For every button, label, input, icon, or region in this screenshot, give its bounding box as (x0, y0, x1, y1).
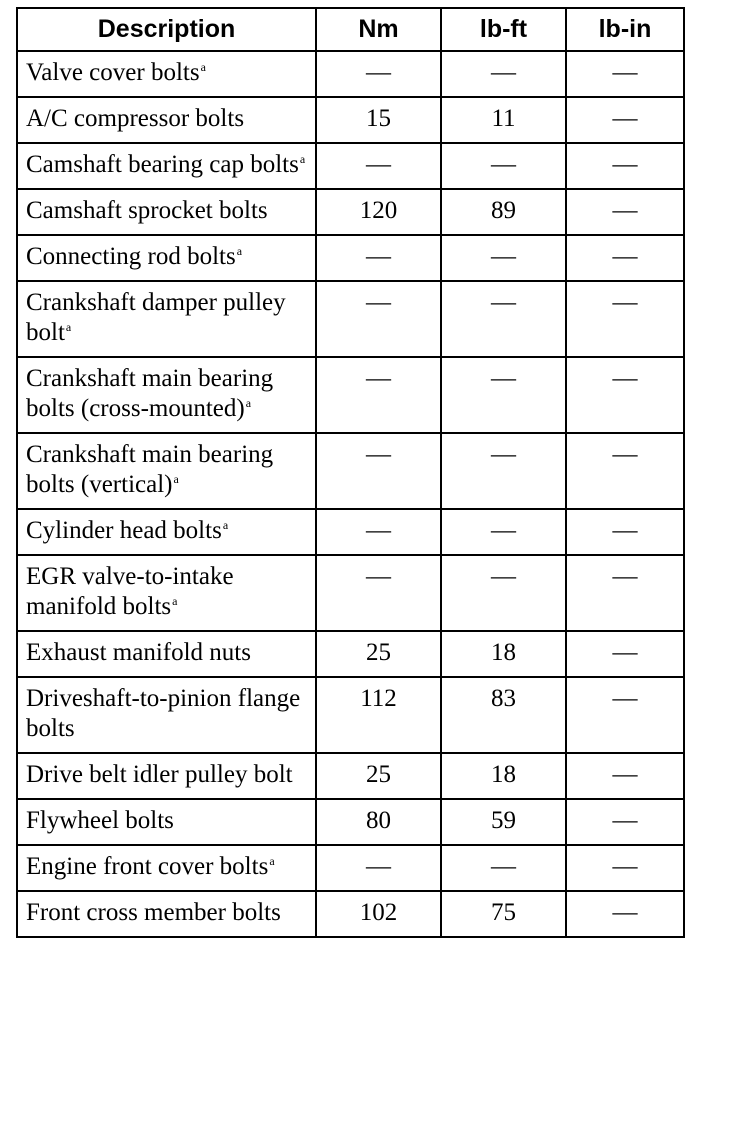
description-text: Driveshaft-to-pinion flange bolts (26, 685, 301, 742)
lbft-cell: 11 (441, 97, 566, 143)
lbft-cell: — (441, 357, 566, 433)
lbin-cell: — (566, 281, 684, 357)
nm-cell: 25 (316, 631, 441, 677)
nm-cell: 112 (316, 677, 441, 753)
footnote-marker: a (236, 244, 243, 258)
footnote-marker: a (200, 60, 206, 74)
table-row (17, 799, 684, 845)
lbin-cell: — (566, 143, 684, 189)
footnote-marker: a (173, 472, 179, 486)
lbin-cell: — (566, 189, 684, 235)
description-cell (17, 631, 316, 677)
description-text: Connecting rod bolts (26, 243, 236, 270)
lbft-cell: 75 (441, 891, 566, 937)
header-row (17, 8, 684, 51)
description-cell (17, 189, 316, 235)
description-text: Engine front cover bolts (26, 853, 269, 880)
description-text: Camshaft sprocket bolts (26, 197, 268, 224)
header-lbin: lb-in (566, 8, 684, 51)
lbin-cell: — (566, 97, 684, 143)
description-cell (17, 845, 316, 891)
description-cell (17, 97, 316, 143)
footnote-marker: a (65, 320, 72, 334)
table-row (17, 189, 684, 235)
lbin-cell: — (566, 677, 684, 753)
description-cell (17, 281, 316, 357)
lbin-cell: — (566, 433, 684, 509)
nm-cell: — (316, 433, 441, 509)
lbin-cell: — (566, 753, 684, 799)
table-row (17, 753, 684, 799)
description-cell (17, 357, 316, 433)
description-cell (17, 753, 316, 799)
description-text: Cylinder head bolts (26, 517, 222, 544)
footnote-marker: a (222, 518, 229, 532)
lbft-cell: 83 (441, 677, 566, 753)
description-text: Camshaft bearing cap bolts (26, 151, 299, 178)
lbin-cell: — (566, 891, 684, 937)
nm-cell: — (316, 235, 441, 281)
description-text: Flywheel bolts (26, 807, 174, 834)
lbft-cell: — (441, 509, 566, 555)
table-row (17, 143, 684, 189)
lbft-cell: 89 (441, 189, 566, 235)
lbft-cell: 59 (441, 799, 566, 845)
footnote-marker: a (269, 854, 275, 868)
description-text: Front cross member bolts (26, 899, 281, 926)
table-row (17, 433, 684, 509)
header-nm: Nm (316, 8, 441, 51)
description-cell (17, 51, 316, 97)
nm-cell: — (316, 357, 441, 433)
lbin-cell: — (566, 845, 684, 891)
lbin-cell: — (566, 357, 684, 433)
nm-cell: 25 (316, 753, 441, 799)
description-text: Drive belt idler pulley bolt (26, 761, 293, 788)
description-text: A/C compressor bolts (26, 105, 245, 132)
nm-cell: — (316, 845, 441, 891)
lbin-cell: — (566, 799, 684, 845)
lbft-cell: — (441, 51, 566, 97)
description-cell (17, 555, 316, 631)
footnote-marker: a (172, 594, 178, 608)
description-cell (17, 433, 316, 509)
lbin-cell: — (566, 631, 684, 677)
table-row (17, 51, 684, 97)
table-row (17, 677, 684, 753)
lbft-cell: 18 (441, 753, 566, 799)
table-row (17, 509, 684, 555)
footnote-marker: a (245, 396, 252, 410)
lbin-cell: — (566, 509, 684, 555)
lbin-cell: — (566, 235, 684, 281)
description-cell (17, 677, 316, 753)
nm-cell: — (316, 51, 441, 97)
lbft-cell: — (441, 555, 566, 631)
table-row (17, 97, 684, 143)
description-cell (17, 509, 316, 555)
description-text: Crankshaft main bearing bolts (cross-mounted) (26, 365, 274, 422)
nm-cell: 102 (316, 891, 441, 937)
header-description: Description (17, 8, 316, 51)
description-text: EGR valve-to-intake manifold bolts (26, 563, 234, 620)
nm-cell: — (316, 555, 441, 631)
lbft-cell: 18 (441, 631, 566, 677)
table-row (17, 281, 684, 357)
table-row (17, 891, 684, 937)
description-cell (17, 891, 316, 937)
description-text: Exhaust manifold nuts (26, 639, 251, 666)
lbft-cell: — (441, 281, 566, 357)
table-row (17, 357, 684, 433)
nm-cell: — (316, 143, 441, 189)
table-body (17, 51, 684, 937)
description-cell (17, 799, 316, 845)
description-text: Crankshaft main bearing bolts (vertical) (26, 441, 274, 498)
table-row (17, 845, 684, 891)
header-lbft: lb-ft (441, 8, 566, 51)
description-text: Crankshaft damper pulley bolt (26, 289, 286, 346)
table-row (17, 631, 684, 677)
lbft-cell: — (441, 433, 566, 509)
footnote-marker: a (299, 152, 306, 166)
nm-cell: 80 (316, 799, 441, 845)
lbin-cell: — (566, 555, 684, 631)
nm-cell: — (316, 281, 441, 357)
description-cell (17, 235, 316, 281)
nm-cell: — (316, 509, 441, 555)
lbin-cell: — (566, 51, 684, 97)
nm-cell: 120 (316, 189, 441, 235)
torque-spec-table (16, 7, 685, 938)
lbft-cell: — (441, 845, 566, 891)
lbft-cell: — (441, 235, 566, 281)
table-row (17, 235, 684, 281)
table-row (17, 555, 684, 631)
description-cell (17, 143, 316, 189)
lbft-cell: — (441, 143, 566, 189)
nm-cell: 15 (316, 97, 441, 143)
description-text: Valve cover bolts (26, 59, 200, 86)
